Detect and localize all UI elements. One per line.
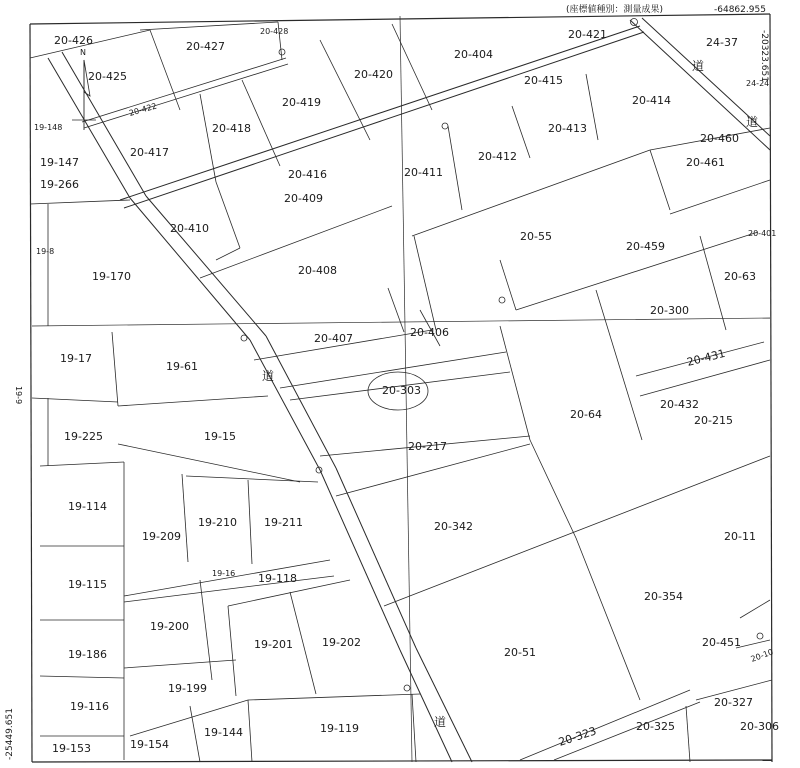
parcel-label: 20-63: [724, 270, 756, 283]
parcel-label: 20-406: [410, 326, 449, 339]
control-point-marker: [442, 123, 448, 129]
parcel-label: 19-200: [150, 620, 189, 633]
parcel-label: 20-427: [186, 40, 225, 53]
parcel-label: 19-144: [204, 726, 243, 739]
parcel-label: 19-118: [258, 572, 297, 585]
parcel-label: 20-300: [650, 304, 689, 317]
parcel-label: 20-412: [478, 150, 517, 163]
parcel-label: 19-210: [198, 516, 237, 529]
road-label: 道: [262, 369, 275, 383]
parcel-label: 20-11: [724, 530, 756, 543]
parcel-label: 20-421: [568, 28, 607, 41]
parcel-label: 20-410: [170, 222, 209, 235]
parcel-label: 20-55: [520, 230, 552, 243]
control-point-marker: [279, 49, 285, 55]
parcel-label: 20-217: [408, 440, 447, 453]
parcel-label: 19-211: [264, 516, 303, 529]
control-points: [241, 19, 763, 692]
parcel-label: 20-416: [288, 168, 327, 181]
road-label: 道: [746, 115, 759, 129]
control-point-marker: [757, 633, 763, 639]
parcel-label: 19-8: [36, 247, 55, 256]
coordinate-left: -25449.651: [5, 708, 15, 760]
parcel-label: 24-37: [706, 36, 738, 49]
parcel-label: 20-451: [702, 636, 741, 649]
coordinate-top: -64862.955: [714, 5, 766, 15]
parcel-label: 20-419: [282, 96, 321, 109]
parcel-label: 20-303: [382, 384, 421, 397]
main-road: [48, 52, 472, 762]
parcel-label: 19-199: [168, 682, 207, 695]
parcel-label: 20-411: [404, 166, 443, 179]
parcel-label: 20-425: [88, 70, 127, 83]
road-label: 道: [692, 59, 705, 73]
north-letter: N: [80, 48, 86, 57]
parcel-label: 20-10: [749, 647, 775, 664]
parcel-label: 19-148: [34, 123, 63, 132]
parcel-label: 20-418: [212, 122, 251, 135]
parcel-label: 20-417: [130, 146, 169, 159]
parcel-label: 19-170: [92, 270, 131, 283]
parcel-label: 20-342: [434, 520, 473, 533]
parcel-label: 20-215: [694, 414, 733, 427]
parcel-label: 19-209: [142, 530, 181, 543]
parcel-label: 20-408: [298, 264, 337, 277]
parcel-label: 20-431: [685, 346, 727, 369]
parcel-label: 19-9: [14, 386, 23, 405]
parcel-label: 19-225: [64, 430, 103, 443]
control-point-marker: [404, 685, 410, 691]
parcel-label: 19-16: [212, 569, 236, 578]
parcel-label: 20-306: [740, 720, 779, 733]
parcel-label: 19-154: [130, 738, 169, 751]
parcel-label: 20-432: [660, 398, 699, 411]
coordinate-type-note: (座標値種別：測量成果): [566, 5, 664, 15]
parcel-label: 20-461: [686, 156, 725, 169]
parcel-label: 19-114: [68, 500, 107, 513]
parcel-label: 20-428: [260, 27, 289, 36]
parcel-label: 19-201: [254, 638, 293, 651]
upper-road: [82, 26, 644, 208]
control-point-marker: [499, 297, 505, 303]
parcel-label: 20-414: [632, 94, 671, 107]
parcel-labels: [14, 27, 779, 755]
parcel-label: 20-460: [700, 132, 739, 145]
parcel-label: 24-24: [746, 79, 770, 88]
parcel-label: 20-409: [284, 192, 323, 205]
parcel-label: 20-401: [748, 229, 777, 238]
parcel-label: 20-64: [570, 408, 602, 421]
parcel-label: 19-119: [320, 722, 359, 735]
parcel-label: 19-186: [68, 648, 107, 661]
parcel-label: 20-407: [314, 332, 353, 345]
parcel-label: 20-327: [714, 696, 753, 709]
road-label: 道: [434, 715, 447, 729]
parcel-label: 20-426: [54, 34, 93, 47]
north-arrow: [72, 48, 96, 130]
parcel-label: 19-61: [166, 360, 198, 373]
parcel-label: 20-51: [504, 646, 536, 659]
control-point-marker: [241, 335, 247, 341]
parcel-label: 20-323: [556, 724, 598, 749]
parcel-label: 19-17: [60, 352, 92, 365]
parcel-label: 20-459: [626, 240, 665, 253]
parcel-label: 20-422: [128, 101, 158, 118]
parcel-label: 20-404: [454, 48, 493, 61]
parcel-label: 20-413: [548, 122, 587, 135]
parcel-label: 20-420: [354, 68, 393, 81]
parcel-label: 20-325: [636, 720, 675, 733]
parcel-label: 20-415: [524, 74, 563, 87]
parcel-label: 19-116: [70, 700, 109, 713]
parcel-label: 19-115: [68, 578, 107, 591]
parcel-label: 19-147: [40, 156, 79, 169]
coordinate-right: -20323.651: [759, 30, 769, 82]
parcel-label: 19-15: [204, 430, 236, 443]
parcel-label: 20-354: [644, 590, 683, 603]
parcel-label: 19-153: [52, 742, 91, 755]
parcel-label: 19-202: [322, 636, 361, 649]
parcel-label: 19-266: [40, 178, 79, 191]
